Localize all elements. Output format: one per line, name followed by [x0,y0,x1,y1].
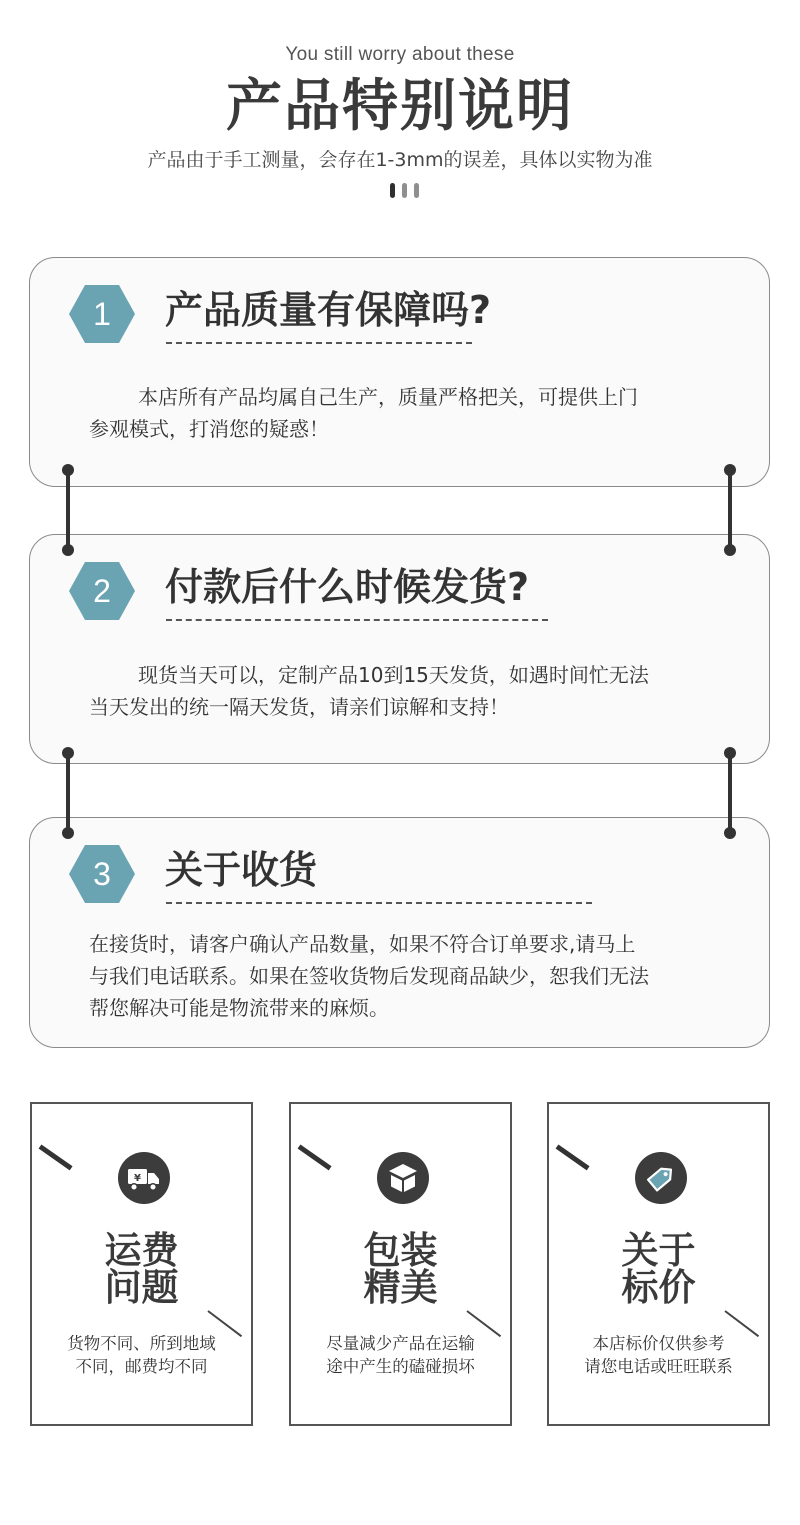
faq-number-badge [68,844,136,904]
feature-description: 尽量减少产品在运输 途中产生的磕碰损坏 [326,1334,475,1376]
faq-answer-line: 在接货时，请客户确认产品数量，如果不符合订单要求,请马上 [89,932,636,956]
faq-answer-line: 帮您解决可能是物流带来的麻烦。 [89,996,389,1020]
indicator-dot [414,183,419,198]
indicator-dot-active [390,183,395,198]
faq-card-2 [29,534,770,764]
faq-answer [89,928,729,1024]
dashed-divider [166,619,548,621]
faq-answer-line: 本店所有产品均属自己生产，质量严格把关，可提供上门 [138,385,638,409]
dashed-divider [166,342,472,344]
dashed-divider [166,902,592,904]
faq-number: 2 [93,573,111,609]
faq-question: 付款后什么时候发货? [165,565,530,609]
faq-number-badge [68,284,136,344]
feature-description: 货物不同、所到地域 不同，邮费均不同 [67,1334,216,1376]
faq-card-3 [29,817,770,1048]
faq-answer-line: 参观模式，打消您的疑惑！ [89,417,329,441]
faq-answer-line: 当天发出的统一隔天发货，请亲们谅解和支持！ [89,695,509,719]
feature-title: 运费 问题 [104,1229,179,1309]
feature-title: 关于 标价 [621,1229,696,1309]
package-box-icon [377,1152,429,1204]
feature-description: 本店标价仅供参考 请您电话或旺旺联系 [584,1334,733,1376]
faq-question: 关于收货 [165,848,318,892]
shipping-truck-icon [118,1152,170,1204]
decorative-slash [556,1144,590,1170]
card-connector-left [62,464,74,556]
faq-answer-line: 与我们电话联系。如果在签收货物后发现商品缺少，恕我们无法 [89,964,649,988]
section-indicator-dots [386,183,426,199]
faq-number: 3 [93,856,111,892]
faq-card-1 [29,257,770,487]
indicator-dot [402,183,407,198]
card-connector-left [62,747,74,839]
faq-answer-line: 现货当天可以，定制产品10到15天发货，如遇时间忙无法 [138,663,649,687]
card-connector-right [724,464,736,556]
faq-number-badge [68,561,136,621]
decorative-slash [298,1144,332,1170]
feature-box-shipping [30,1102,253,1426]
faq-answer [89,659,729,723]
decorative-slash [39,1144,73,1170]
header-subtitle-en: You still worry about these [285,44,515,65]
page-title: 产品特别说明 [226,74,574,139]
faq-answer [89,381,729,445]
feature-box-pricing [547,1102,770,1426]
price-tag-icon [635,1152,687,1204]
svg-text:¥: ¥ [134,1173,141,1184]
card-connector-right [724,747,736,839]
faq-question: 产品质量有保障吗? [165,288,492,332]
feature-box-packaging [289,1102,512,1426]
faq-number: 1 [93,296,111,332]
measurement-note: 产品由于手工测量，会存在1-3mm的误差，具体以实物为准 [147,149,653,171]
feature-title: 包装 精美 [363,1229,438,1309]
